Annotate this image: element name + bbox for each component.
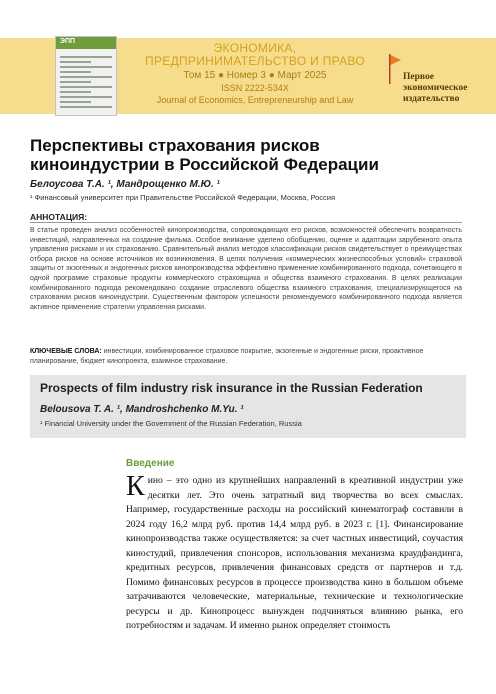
cover-logo: ЭПП [60, 38, 76, 45]
english-affiliation: ¹ Financial University under the Government of the Russian Federation, Russia [40, 419, 302, 428]
article-title: Перспективы страхования рисков киноиндустрии в Российской Федерации [30, 136, 379, 174]
abstract-divider [30, 222, 462, 223]
keywords-list: инвестиции, комбинированное страховое покрытие, экзогенные и эндогенные риски, проактивное планирование, бюджет кинопроекта, взаимное страхование. [30, 348, 424, 365]
publisher-block [387, 44, 487, 108]
journal-english-name: Journal of Economics, Entrepreneurship and Law [156, 95, 354, 105]
keywords [30, 347, 462, 366]
journal-issn: ISSN 2222-534X [221, 83, 289, 93]
cover-text-lines [60, 53, 112, 111]
article-affiliation: ¹ Финансовый университет при Правительстве Российской Федерации, Москва, Россия [30, 193, 336, 202]
section-heading-intro: Введение [126, 458, 175, 469]
article-authors: Белоусова Т.А. ¹, Мандрощенко М.Ю. ¹ [30, 179, 220, 190]
body-text: ино – это одно из крупнейших направлений в креативной индустрии уже десятки лет. Это очень затратный вид творчества во всех смыслах. Например, государственные расходы на российский кинематограф составили в 2024 году 16,2 млрд руб. против 14,4 млрд руб. в 2023 г. [1]. Финансирование кинопроизводства также осуществляется: за счет частных инвестиций, соучастия киностудий, привлечения спонсоров, использования механизма краудфандинга, кредитных ресурсов, привлечения финансовых средств от партнеров и т.д. Помимо финансовых ресурсов в процессе производства кино в большом объеме затрачиваются человеческие, материальные, технические и технологические ресурсы и др. Кинопроцесс вынужден подчиняться влиянию рынка, его потребностям и задачам. И именно рынок определяет стоимость [126, 475, 463, 631]
journal-cover-thumbnail [55, 36, 117, 116]
journal-title-line1: ЭКОНОМИКА, [213, 41, 297, 55]
english-authors: Belousova T. A. ¹, Mandroshchenko M.Yu. ¹ [40, 404, 244, 415]
journal-masthead [130, 42, 380, 105]
abstract-heading: АННОТАЦИЯ: [30, 212, 88, 222]
abstract-text: В статье проведен анализ особенностей кинопроизводства, сопровождающих его рисков, возможностей обеспечить возвратность инвестиций, направленных на создание фильма. Особое внимание уделено обобщению, оценке и адаптации зарубежного опыта управления рисками и их страхованию. Сравнительный анализ методов классификации рисков свидетельствует о преимуществах отбора рисков на основе источников их возникновения. В целях получения «коммерческих жизнеспособных условий» страховой защиты от экзогенных и эндогенных рисков кинопроизводства эффективно применение комбинированного подхода, сочетающего в одной программе страховые продукты коммерческого страховщика и общества взаимного страхования. В целях реализации комбинированного подхода рекомендовано создание отраслевого общества взаимного страхования, специализирующегося на страховании рисков киноиндустрии. Существенным фактором успешности рекомендуемого комбинированного подхода является активное применение стратегии управления рисками. [30, 227, 462, 311]
drop-cap: К [126, 471, 145, 502]
english-title: Prospects of film industry risk insurance in the Russian Federation [40, 381, 423, 395]
journal-volume-issue: Том 15 ● Номер 3 ● Март 2025 [183, 70, 327, 81]
english-summary-box [30, 375, 466, 438]
flag-icon [387, 54, 401, 84]
publisher-name: Первое экономическое издательство [403, 72, 468, 104]
keywords-label: КЛЮЧЕВЫЕ СЛОВА: [30, 348, 102, 355]
journal-title-line2: ПРЕДПРИНИМАТЕЛЬСТВО И ПРАВО [145, 54, 365, 68]
body-paragraph [126, 471, 463, 634]
